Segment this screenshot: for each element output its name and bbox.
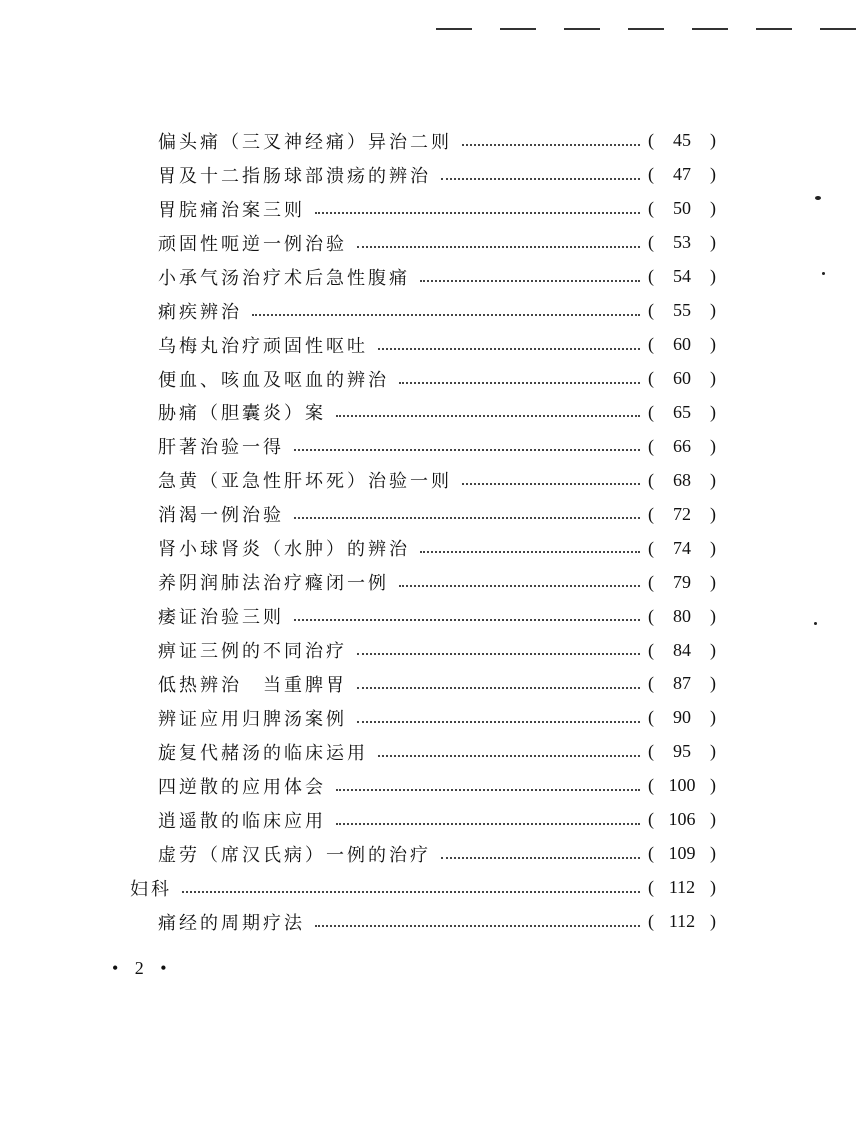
toc-entry-title: 消渴一例治验 <box>158 505 284 527</box>
toc-entry-title: 偏头痛（三叉神经痛）异治二则 <box>158 131 452 153</box>
toc-entry-page: ( 54 ) <box>648 266 716 287</box>
scan-speck <box>815 196 821 200</box>
toc-entry-page: ( 106 ) <box>648 809 716 830</box>
toc-entry-title: 四逆散的应用体会 <box>158 776 326 798</box>
toc-entry-page: ( 74 ) <box>648 537 716 558</box>
toc-entry-page: ( 60 ) <box>648 334 716 355</box>
page-number-value: 45 <box>673 130 691 151</box>
dash <box>756 28 792 30</box>
page-number-value: 84 <box>673 639 691 660</box>
toc-entry-title: 胃及十二指肠球部溃疡的辨治 <box>158 165 431 187</box>
dot-leader <box>399 585 640 587</box>
toc-entry-title: 旋复代赭汤的临床运用 <box>158 742 368 764</box>
page-number-value: 47 <box>673 164 691 185</box>
toc-entry <box>130 837 720 871</box>
page-number-value: 106 <box>668 809 696 830</box>
toc-entry-title: 痿证治验三则 <box>158 607 284 629</box>
toc-entry-title: 痛经的周期疗法 <box>158 912 305 934</box>
toc-entry-page: ( 68 ) <box>648 469 716 490</box>
dot-leader <box>357 653 640 655</box>
page-number-value: 79 <box>673 571 691 592</box>
toc-entry-title: 小承气汤治疗术后急性腹痛 <box>158 267 410 289</box>
scan-speck <box>822 272 825 275</box>
toc-entry-page: ( 109 ) <box>648 843 716 864</box>
page-number-value: 80 <box>673 605 691 626</box>
dot-leader <box>252 314 640 316</box>
dot-leader <box>294 449 640 451</box>
dash <box>500 28 536 30</box>
toc-entry-title: 肝著治验一得 <box>158 437 284 459</box>
toc-entry <box>130 531 720 565</box>
toc-entry-page: ( 60 ) <box>648 368 716 389</box>
toc-entry-title: 虚劳（席汉氏病）一例的治疗 <box>158 844 431 866</box>
page-number: • 2 • <box>112 958 173 978</box>
dot-leader <box>357 721 640 723</box>
page-number-value: 60 <box>673 334 691 355</box>
page-number-value: 66 <box>673 435 691 456</box>
dot-leader <box>420 551 640 553</box>
toc-entry-page: ( 65 ) <box>648 401 716 422</box>
toc-entry-title: 急黄（亚急性肝坏死）治验一则 <box>158 471 452 493</box>
toc-entry-page: ( 50 ) <box>648 198 716 219</box>
toc-entry <box>130 429 720 463</box>
dot-leader <box>336 415 640 417</box>
toc-entry-title: 养阴润肺法治疗癃闭一例 <box>158 573 389 595</box>
toc-entry <box>130 803 720 837</box>
page-number-value: 112 <box>668 877 696 898</box>
dash <box>820 28 856 30</box>
toc-entry <box>130 294 720 328</box>
toc-entry-page: ( 66 ) <box>648 435 716 456</box>
toc-entry <box>130 226 720 260</box>
toc-entry-page: ( 100 ) <box>648 775 716 796</box>
toc-entry <box>130 905 720 939</box>
toc-entry-page: ( 55 ) <box>648 300 716 321</box>
dash <box>564 28 600 30</box>
toc-entry-page: ( 53 ) <box>648 232 716 253</box>
toc-entry-page: ( 80 ) <box>648 605 716 626</box>
toc-entry-title: 乌梅丸治疗顽固性呕吐 <box>158 335 368 357</box>
toc-entry-page: ( 84 ) <box>648 639 716 660</box>
toc-entry-title: 便血、咳血及呕血的辨治 <box>158 369 389 391</box>
toc-entry <box>130 396 720 430</box>
toc-entry <box>130 633 720 667</box>
dot-leader <box>336 789 640 791</box>
dot-leader <box>378 348 640 350</box>
dot-leader <box>441 857 640 859</box>
toc-entry <box>130 735 720 769</box>
toc-entry-title: 胁痛（胆囊炎）案 <box>158 403 326 425</box>
toc-entry <box>130 497 720 531</box>
dot-leader <box>315 212 640 214</box>
toc-entry-title: 顽固性呃逆一例治验 <box>158 233 347 255</box>
dash <box>628 28 664 30</box>
dash <box>436 28 472 30</box>
dot-leader <box>182 891 640 893</box>
dot-leader <box>294 517 640 519</box>
page-number-value: 54 <box>673 266 691 287</box>
toc-entry <box>130 158 720 192</box>
page-number-value: 95 <box>673 741 691 762</box>
dot-leader <box>462 144 640 146</box>
page-number-value: 60 <box>673 368 691 389</box>
page-number-value: 50 <box>673 198 691 219</box>
toc-entry <box>130 701 720 735</box>
scan-speck <box>814 622 817 625</box>
page-number-value: 74 <box>673 537 691 558</box>
toc-entry-page: ( 90 ) <box>648 707 716 728</box>
toc-entry <box>130 192 720 226</box>
toc-entry <box>130 667 720 701</box>
dot-leader <box>357 246 640 248</box>
page-number-value: 109 <box>668 843 696 864</box>
toc-entry-page: ( 72 ) <box>648 503 716 524</box>
toc-entry <box>130 599 720 633</box>
page-number-value: 90 <box>673 707 691 728</box>
page-number-value: 87 <box>673 673 691 694</box>
toc-entry-title: 痢疾辨治 <box>158 301 242 323</box>
dot-leader <box>378 755 640 757</box>
page-number-value: 112 <box>668 911 696 932</box>
toc-entry-page: ( 45 ) <box>648 130 716 151</box>
toc-entry-title: 逍遥散的临床应用 <box>158 810 326 832</box>
toc-entry <box>130 565 720 599</box>
toc-entry-page: ( 87 ) <box>648 673 716 694</box>
page-number-value: 68 <box>673 469 691 490</box>
toc-entry <box>130 260 720 294</box>
dot-leader <box>357 687 640 689</box>
toc-entry <box>130 463 720 497</box>
toc-entry <box>130 769 720 803</box>
toc-entry-title: 肾小球肾炎（水肿）的辨治 <box>158 539 410 561</box>
page-number-value: 65 <box>673 401 691 422</box>
toc-entry-title: 辨证应用归脾汤案例 <box>158 708 347 730</box>
dot-leader <box>420 280 640 282</box>
toc-entry-title: 痹证三例的不同治疗 <box>158 641 347 663</box>
toc-entry-page: ( 112 ) <box>648 911 716 932</box>
dot-leader <box>441 178 640 180</box>
dot-leader <box>399 382 640 384</box>
toc-entry-page: ( 95 ) <box>648 741 716 762</box>
page-number-value: 55 <box>673 300 691 321</box>
toc-entry <box>130 871 720 905</box>
top-edge-dashes <box>436 28 866 30</box>
page-number-value: 53 <box>673 232 691 253</box>
toc-entry-page: ( 47 ) <box>648 164 716 185</box>
table-of-contents <box>130 124 720 939</box>
dot-leader <box>315 925 640 927</box>
dot-leader <box>336 823 640 825</box>
dot-leader <box>294 619 640 621</box>
toc-entry <box>130 362 720 396</box>
toc-entry <box>130 124 720 158</box>
toc-entry-title: 低热辨治 当重脾胃 <box>158 674 347 696</box>
toc-entry-page: ( 79 ) <box>648 571 716 592</box>
dash <box>692 28 728 30</box>
toc-entry-title: 妇科 <box>130 878 172 900</box>
toc-entry-page: ( 112 ) <box>648 877 716 898</box>
toc-entry-title: 胃脘痛治案三则 <box>158 199 305 221</box>
page-number-value: 72 <box>673 503 691 524</box>
toc-entry <box>130 328 720 362</box>
dot-leader <box>462 483 640 485</box>
page-number-value: 100 <box>668 775 696 796</box>
